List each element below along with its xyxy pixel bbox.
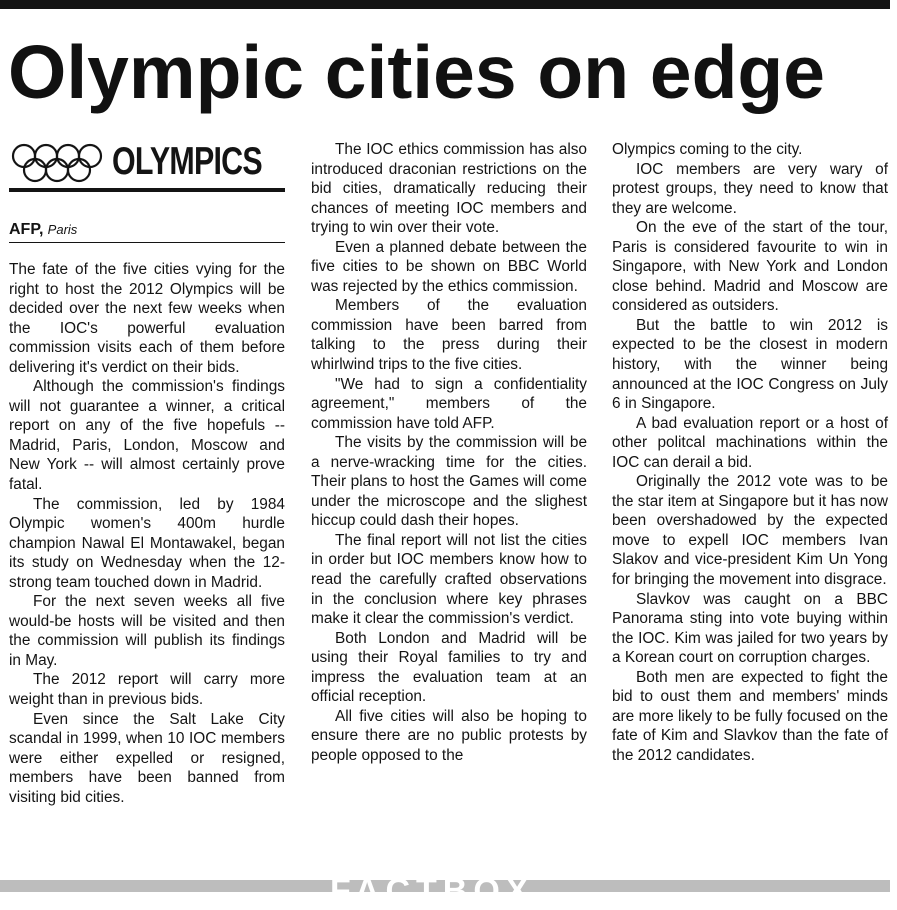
paragraph: The commission, led by 1984 Olympic women's 400m hurdle champion Nawal El Montawakel, began its study on Wednesday when the 12-strong team touched down in Madrid. bbox=[9, 495, 285, 591]
paragraph: Originally the 2012 vote was to be the star item at Singapore but it has now been overshadowed by the expected move to expell IOC members Ivan Slakov and vice-president Kim Un Yong for bringing the movement into disgrace. bbox=[612, 473, 888, 589]
article-column-2 bbox=[311, 140, 587, 766]
paragraph: Slavkov was caught on a BBC Panorama sting into vote buying within the IOC. Kim was jailed for two years by a Korean court on corruption charges. bbox=[612, 590, 888, 667]
paragraph: "We had to sign a confidentiality agreement," members of the commission have told AFP. bbox=[311, 375, 587, 432]
article-column-3 bbox=[612, 140, 888, 766]
paragraph: Members of the evaluation commission have been barred from talking to the press during their whirlwind trips to the five cities. bbox=[311, 297, 587, 374]
paragraph: The 2012 report will carry more weight than in previous bids. bbox=[9, 671, 285, 709]
paragraph: On the eve of the start of the tour, Paris is considered favourite to win in Singapore, with New York and London close behind. Madrid and Moscow are considered as outsiders. bbox=[612, 219, 888, 315]
headline: Olympic cities on edge bbox=[8, 30, 825, 114]
paragraph: A bad evaluation report or a host of other politcal machinations within the IOC can derail a bid. bbox=[612, 414, 888, 471]
paragraph: Both men are expected to fight the bid to oust them and members' minds are more likely to be fully focused on the fate of Kim and Slavkov than the fate of the 2012 candidates. bbox=[612, 668, 888, 764]
paragraph: But the battle to win 2012 is expected to be the closest in modern history, with the winner being announced at the IOC Congress on July 6 in Singapore. bbox=[612, 316, 888, 413]
byline-place: Paris bbox=[47, 222, 78, 237]
paragraph: The visits by the commission will be a nerve-wracking time for the cities. Their plans to host the Games will come under the microscope and the slighest hiccup could dash their hopes. bbox=[311, 434, 587, 530]
paragraph: Olympics coming to the city. bbox=[612, 141, 803, 158]
paragraph: The final report will not list the cities in order but IOC members know how to read the carefully crafted observations in the conclusion where key phrases make it clear the commission's verdict. bbox=[311, 531, 587, 628]
section-label bbox=[9, 140, 285, 192]
olympic-rings-icon bbox=[9, 142, 109, 186]
byline-source: AFP, bbox=[9, 221, 44, 238]
byline-rule bbox=[9, 242, 285, 243]
factbox-heading-partial: FACTBOX bbox=[330, 872, 535, 910]
paragraph: Both London and Madrid will be using their Royal families to try and impress the evaluation team at an official reception. bbox=[311, 629, 587, 706]
paragraph: IOC members are very wary of protest groups, they need to know that they are welcome. bbox=[612, 160, 888, 217]
paragraph: Although the commission's findings will not guarantee a winner, a critical report on any of the five hopefuls -- Madrid, Paris, London, Moscow and New York -- will almost certainly prove fatal. bbox=[9, 378, 285, 494]
paragraph: All five cities will also be hoping to ensure there are no public protests by people opposed to the bbox=[311, 707, 587, 764]
paragraph: The fate of the five cities vying for the right to host the 2012 Olympics will be decided over the next few weeks when the IOC's powerful evaluation commission visits each of them before delivering it's verdict on their bids. bbox=[9, 261, 285, 376]
paragraph: Even a planned debate between the five cities to be shown on BBC World was rejected by the ethics commission. bbox=[311, 238, 587, 295]
paragraph: For the next seven weeks all five would-be hosts will be visited and then the commission will publish its findings in May. bbox=[9, 593, 285, 669]
paragraph: The IOC ethics commission has also introduced draconian restrictions on the bid cities, dramatically reducing their chances of meeting IOC members and trying to win over their vote. bbox=[311, 141, 587, 237]
section-rule bbox=[9, 188, 285, 192]
top-rule bbox=[0, 0, 890, 9]
paragraph: Even since the Salt Lake City scandal in 1999, when 10 IOC members were either expelled or resigned, members have been banned from visiting bid cities. bbox=[9, 710, 285, 806]
section-title: OLYMPICS bbox=[112, 140, 262, 183]
byline bbox=[9, 220, 285, 240]
